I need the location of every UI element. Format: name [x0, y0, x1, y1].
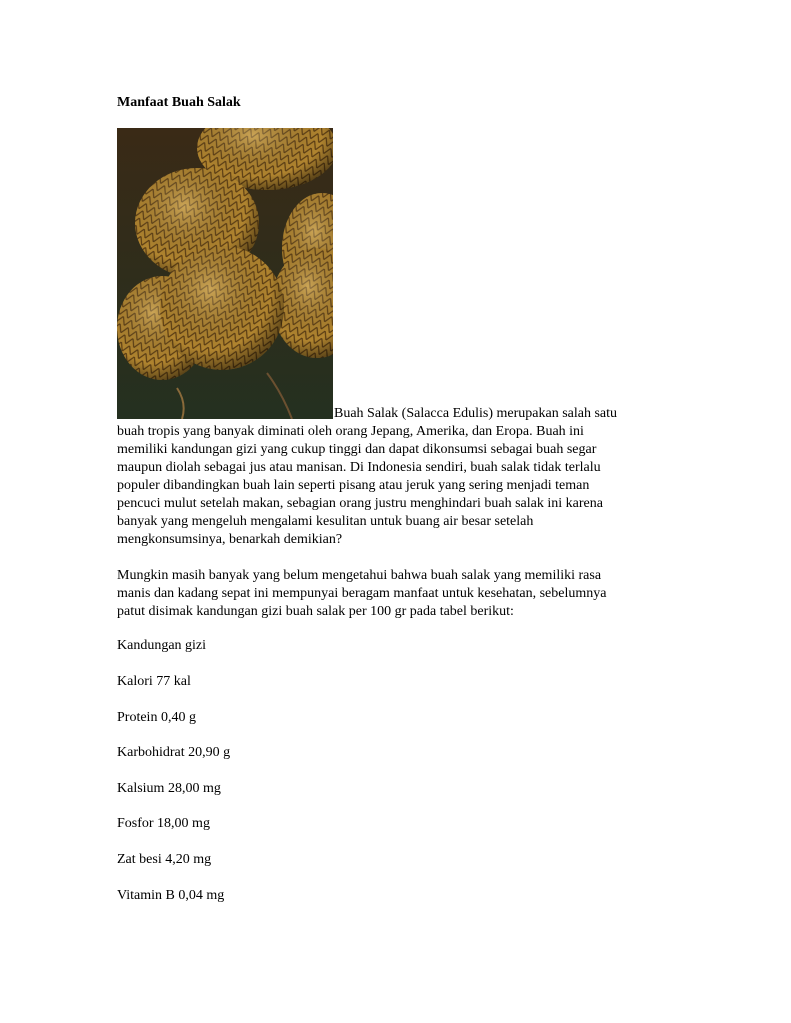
text-line: mengkonsumsinya, benarkah demikian? [117, 532, 343, 547]
nutrition-item: Karbohidrat 20,90 g [117, 745, 231, 760]
intro-first-line: Buah Salak (Salacca Edulis) merupakan salah satu [334, 406, 618, 421]
intro-paragraph [117, 423, 662, 549]
text-line: pencuci mulut setelah makan, sebagian orang justru menghindari buah salak ini karena [117, 496, 603, 511]
page-title: Manfaat Buah Salak [117, 95, 241, 110]
nutrition-item: Kalsium 28,00 mg [117, 781, 221, 796]
salak-fruit-image [117, 128, 333, 419]
text-line: manis dan kadang sepat ini mempunyai beragam manfaat untuk kesehatan, sebelumnya [117, 586, 607, 601]
text-line: buah tropis yang banyak diminati oleh orang Jepang, Amerika, dan Eropa. Buah ini [117, 424, 584, 439]
text-line: banyak yang mengeluh mengalami kesulitan untuk buang air besar setelah [117, 514, 534, 529]
nutrition-item: Kalori 77 kal [117, 674, 191, 689]
text-line: populer dibandingkan buah lain seperti pisang atau jeruk yang sering menjadi teman [117, 478, 590, 493]
nutrition-item: Vitamin B 0,04 mg [117, 888, 225, 903]
nutrition-item: Fosfor 18,00 mg [117, 816, 210, 831]
text-line: maupun diolah sebagai jus atau manisan. Di Indonesia sendiri, buah salak tidak terlalu [117, 460, 601, 475]
text-line: patut disimak kandungan gizi buah salak per 100 gr pada tabel berikut: [117, 604, 514, 619]
text-line: memiliki kandungan gizi yang cukup tinggi dan dapat dikonsumsi sebagai buah segar [117, 442, 597, 457]
nutrition-item: Protein 0,40 g [117, 710, 196, 725]
second-paragraph [117, 567, 662, 621]
nutrition-item: Zat besi 4,20 mg [117, 852, 212, 867]
text-line: Mungkin masih banyak yang belum mengetahui bahwa buah salak yang memiliki rasa [117, 568, 602, 583]
nutrition-heading: Kandungan gizi [117, 638, 207, 653]
